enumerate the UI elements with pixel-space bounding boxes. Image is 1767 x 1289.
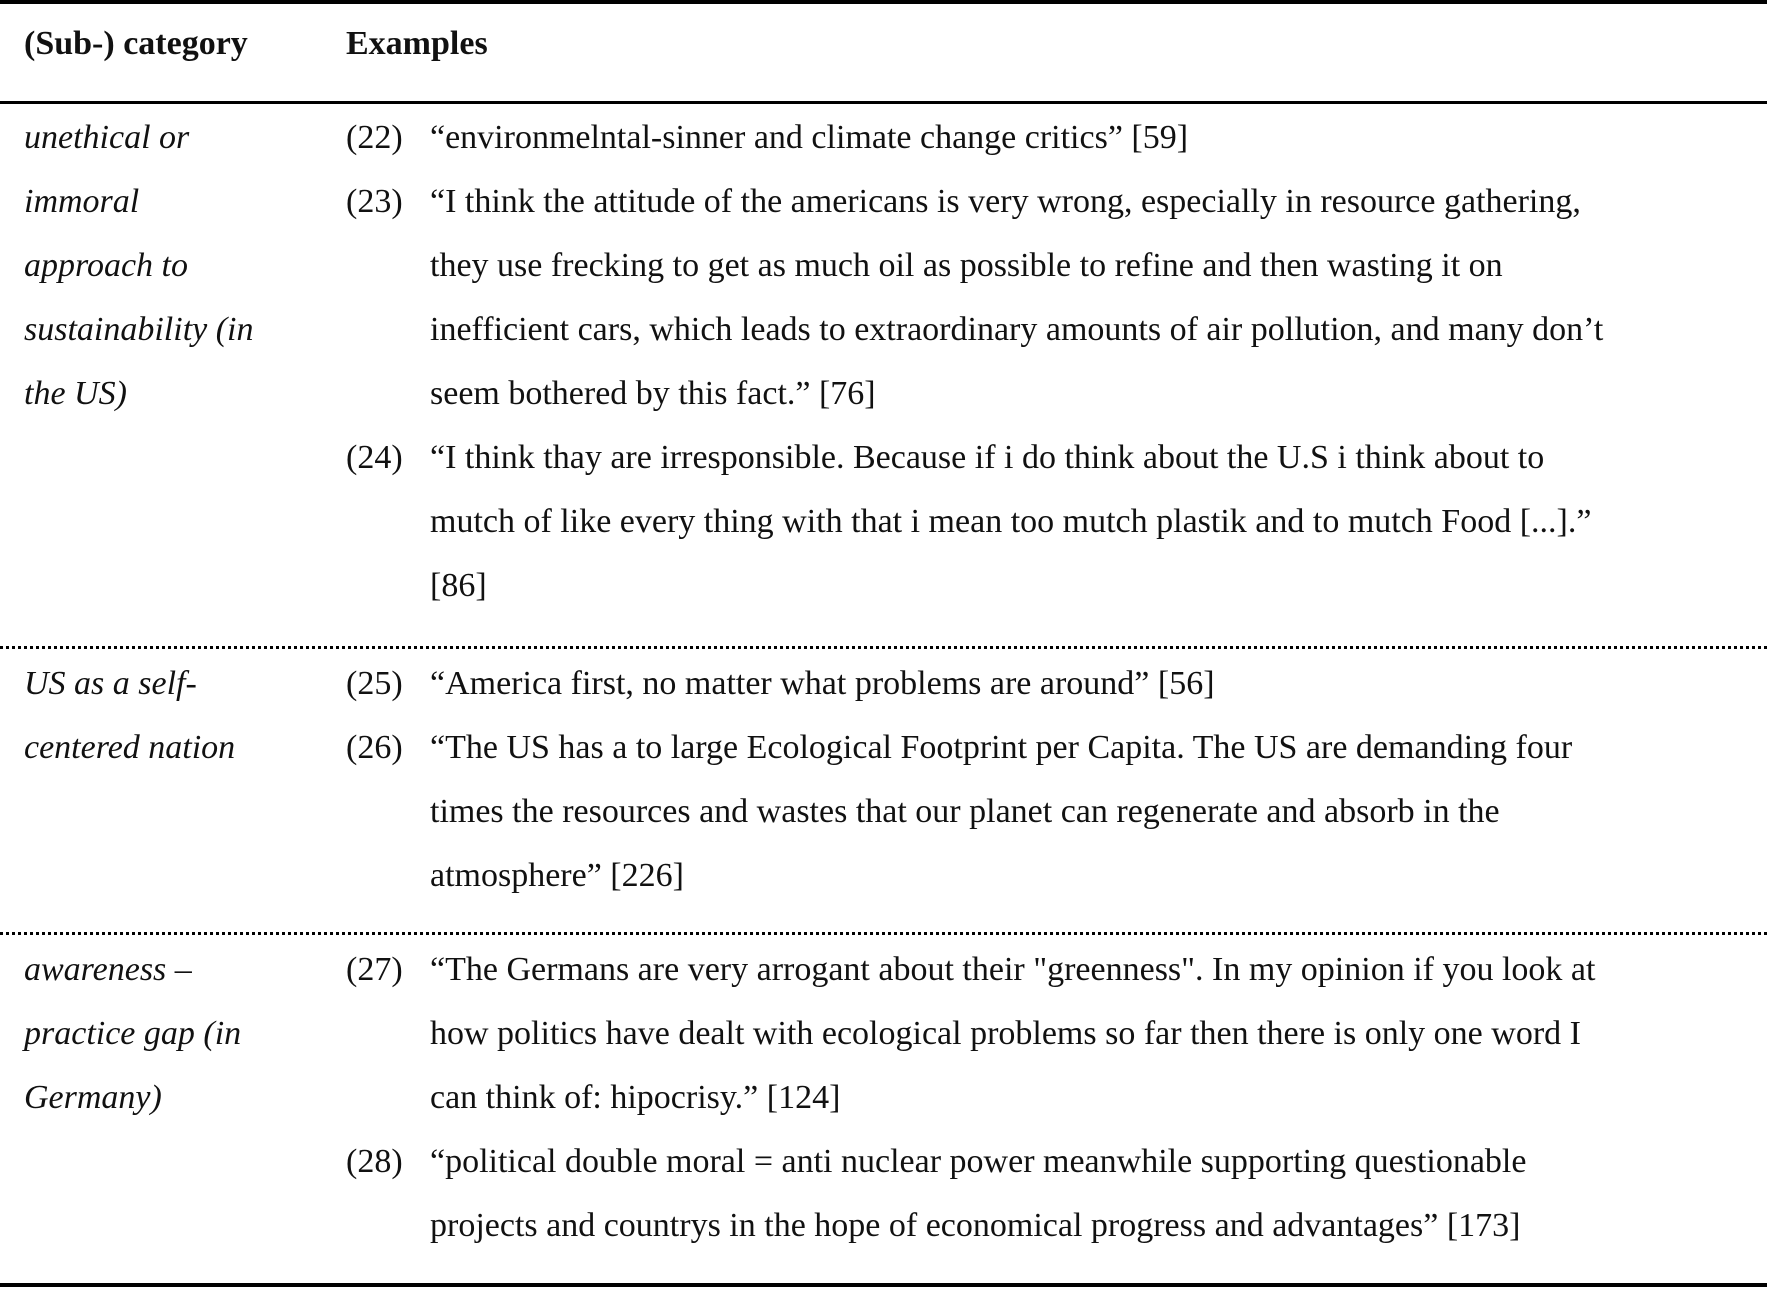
table-top-rule bbox=[0, 0, 1767, 4]
example-number: (26) bbox=[346, 729, 403, 766]
example-number: (24) bbox=[346, 439, 403, 476]
example-text-line: seem bothered by this fact.” [76] bbox=[430, 375, 876, 412]
category-line: immoral bbox=[24, 183, 140, 220]
example-number: (25) bbox=[346, 665, 403, 702]
example-text-line: atmosphere” [226] bbox=[430, 857, 684, 894]
category-line: unethical or bbox=[24, 119, 190, 156]
header-examples: Examples bbox=[346, 25, 488, 62]
category-line: the US) bbox=[24, 375, 127, 412]
category-line: centered nation bbox=[24, 729, 236, 766]
category-cell bbox=[24, 106, 294, 426]
example-text-line: inefficient cars, which leads to extraordinary amounts of air pollution, and many don’t bbox=[430, 311, 1604, 348]
example-text-line: “The Germans are very arrogant about their "greenness". In my opinion if you look at bbox=[430, 951, 1596, 988]
category-cell bbox=[24, 938, 294, 1130]
category-line: Germany) bbox=[24, 1079, 162, 1116]
example-number: (22) bbox=[346, 119, 403, 156]
header-rule bbox=[0, 101, 1767, 104]
row-separator bbox=[0, 646, 1767, 649]
example-text-line: “America first, no matter what problems are around” [56] bbox=[430, 665, 1215, 702]
example-text-line: “I think the attitude of the americans is very wrong, especially in resource gathering, bbox=[430, 183, 1581, 220]
header-category: (Sub-) category bbox=[24, 25, 248, 62]
category-line: approach to bbox=[24, 247, 189, 284]
example-text-line: can think of: hipocrisy.” [124] bbox=[430, 1079, 841, 1116]
category-cell bbox=[24, 652, 294, 780]
row-separator bbox=[0, 932, 1767, 935]
category-line: sustainability (in bbox=[24, 311, 254, 348]
example-number: (23) bbox=[346, 183, 403, 220]
example-text-line: “political double moral = anti nuclear power meanwhile supporting questionable bbox=[430, 1143, 1527, 1180]
example-text-line: projects and countrys in the hope of economical progress and advantages” [173] bbox=[430, 1207, 1521, 1244]
example-text-line: mutch of like every thing with that i mean too mutch plastik and to mutch Food [...].” bbox=[430, 503, 1592, 540]
example-text-line: how politics have dealt with ecological problems so far then there is only one word I bbox=[430, 1015, 1581, 1052]
example-number: (28) bbox=[346, 1143, 403, 1180]
table-bottom-rule bbox=[0, 1283, 1767, 1287]
category-line: awareness – bbox=[24, 951, 192, 988]
example-text-line: “environmelntal-sinner and climate change critics” [59] bbox=[430, 119, 1189, 156]
category-line: practice gap (in bbox=[24, 1015, 242, 1052]
category-line: US as a self- bbox=[24, 665, 197, 702]
example-text-line: they use frecking to get as much oil as possible to refine and then wasting it on bbox=[430, 247, 1503, 284]
example-text-line: [86] bbox=[430, 567, 487, 604]
example-text-line: “I think thay are irresponsible. Because if i do think about the U.S i think about to bbox=[430, 439, 1545, 476]
example-number: (27) bbox=[346, 951, 403, 988]
example-text-line: “The US has a to large Ecological Footprint per Capita. The US are demanding four bbox=[430, 729, 1573, 766]
example-text-line: times the resources and wastes that our planet can regenerate and absorb in the bbox=[430, 793, 1500, 830]
